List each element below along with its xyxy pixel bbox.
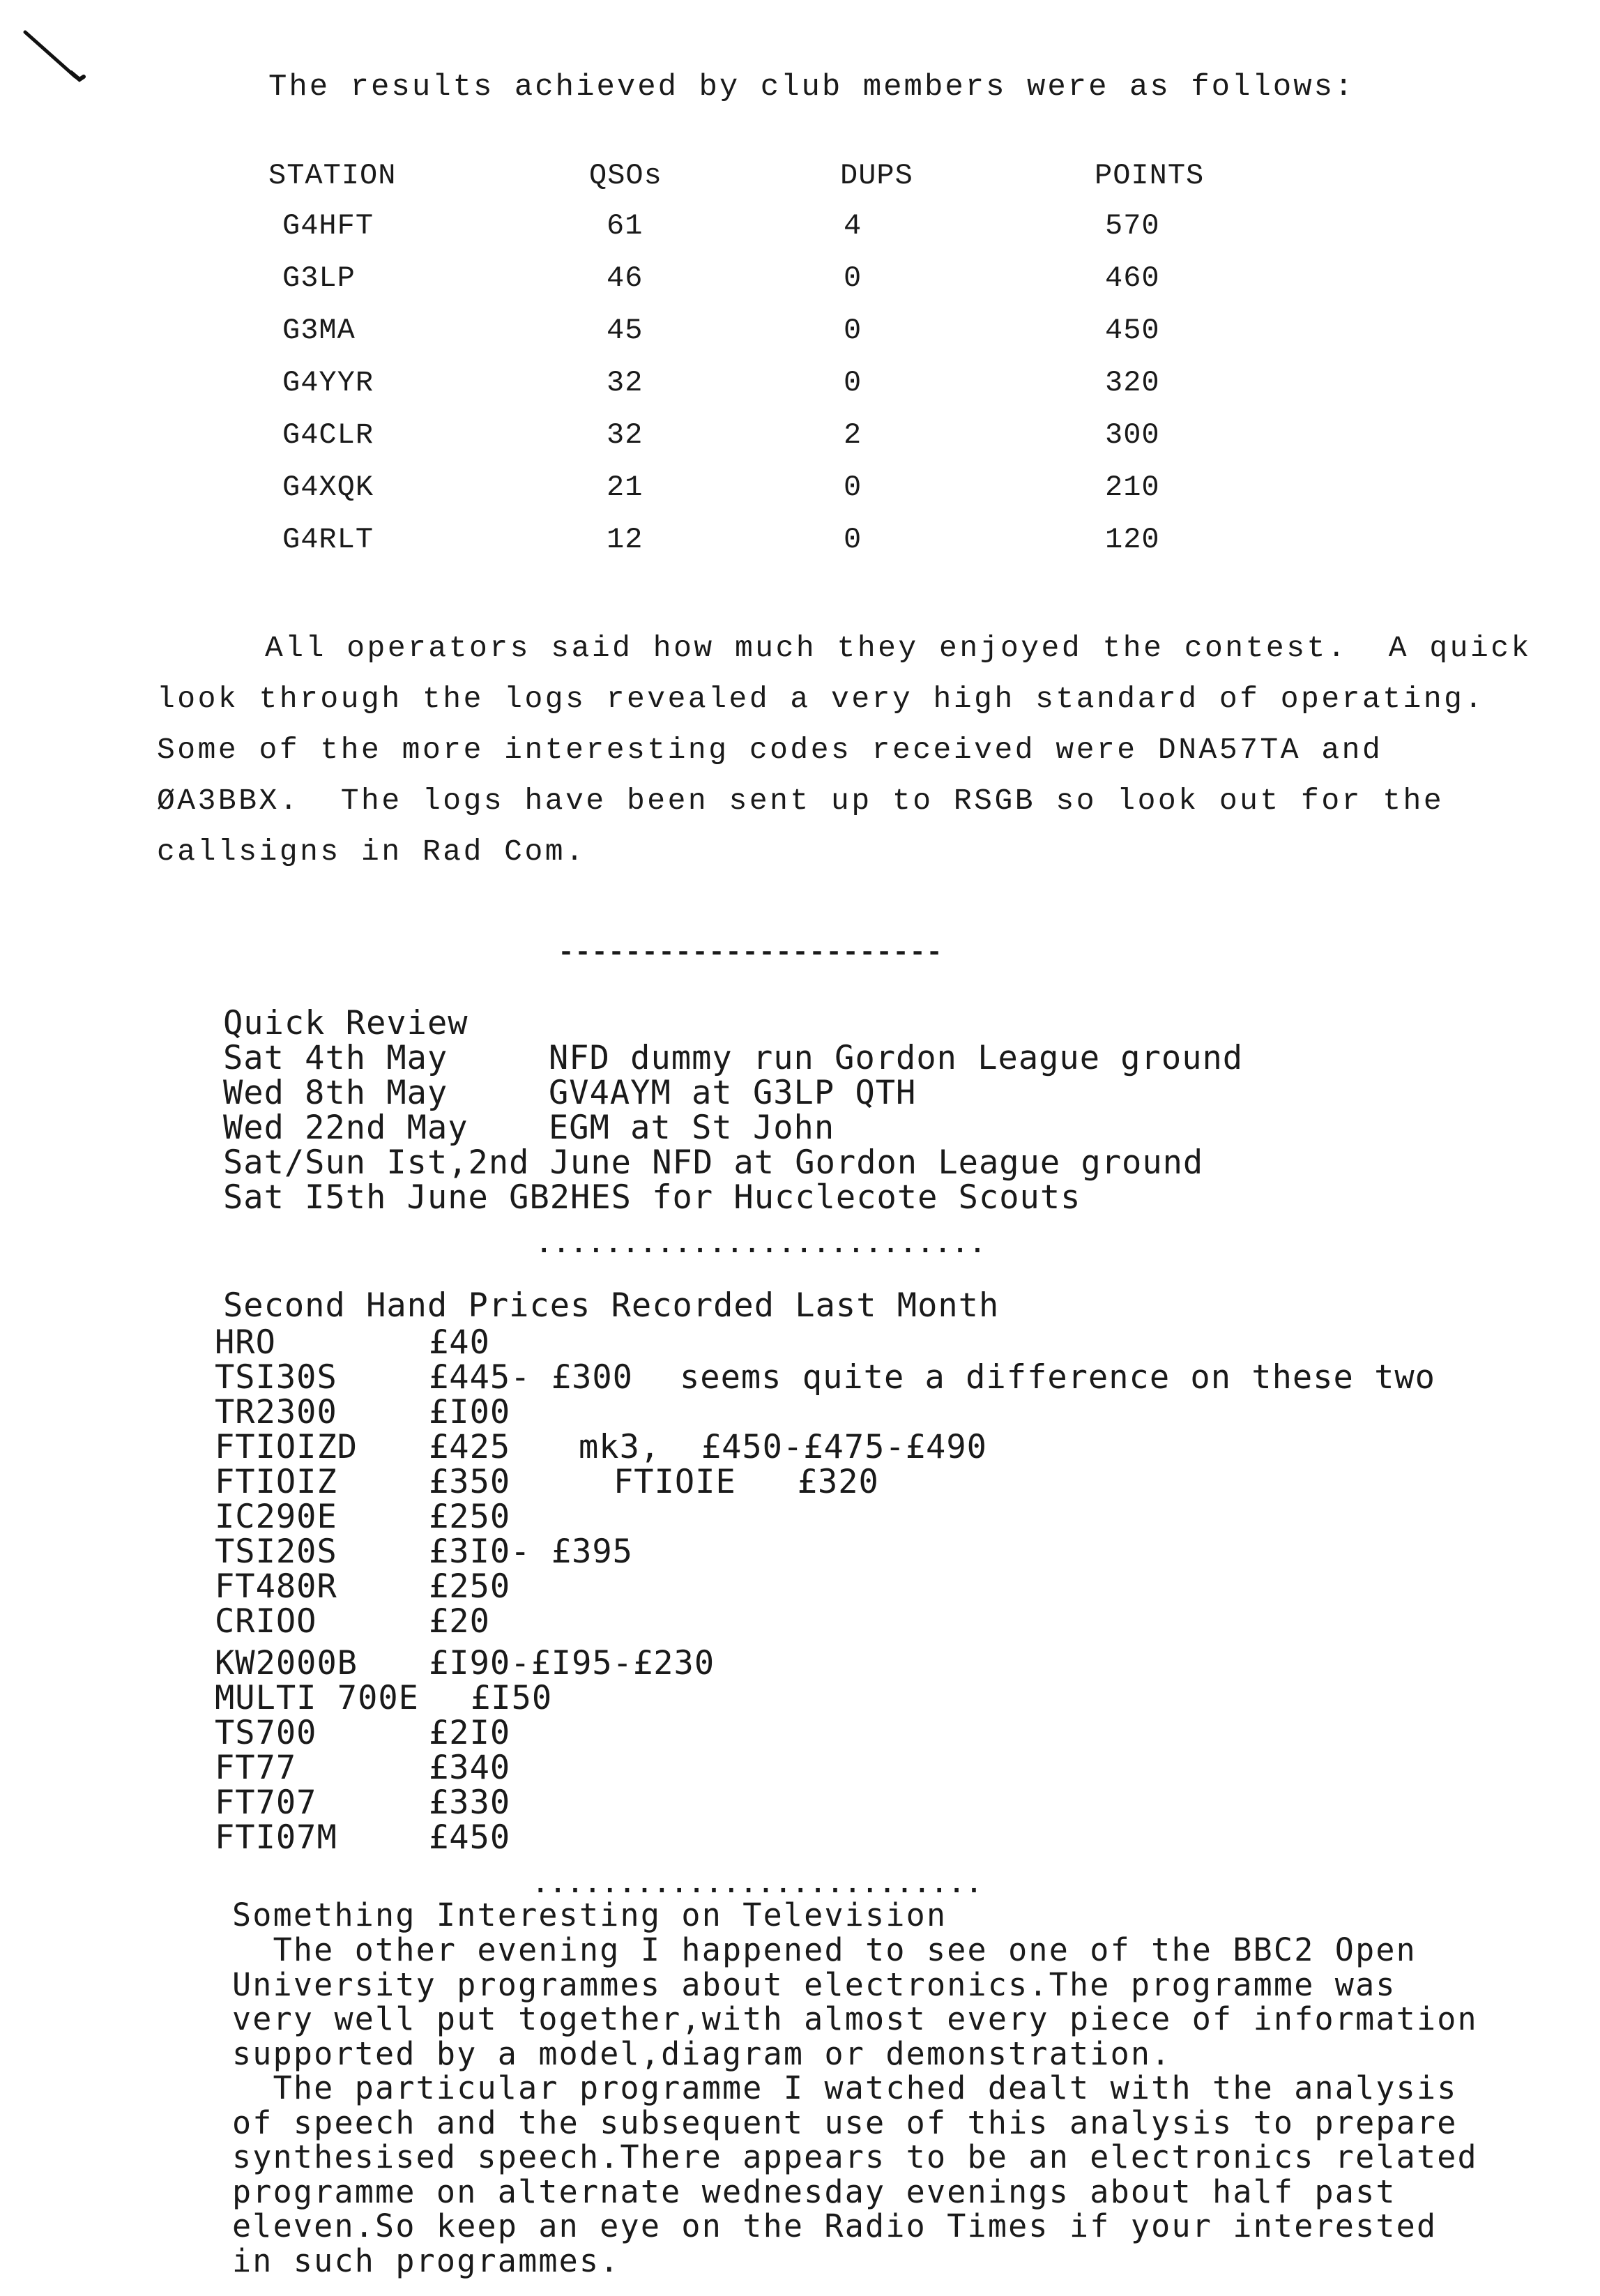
price-model: FT480R [215, 1567, 337, 1606]
paragraph-line: look through the logs revealed a very high standard of operating. [157, 682, 1485, 716]
cell-station: G4HFT [282, 209, 374, 243]
tv-article-line: of speech and the subsequent use of this analysis to prepare [232, 2104, 1458, 2141]
cell-dups: 0 [844, 314, 862, 347]
price-model: IC290E [215, 1498, 337, 1536]
review-event: GV4AYM at G3LP QTH [549, 1074, 917, 1112]
price-value: £40 [429, 1323, 490, 1362]
price-model: TR2300 [215, 1393, 337, 1431]
cell-points: 570 [1105, 209, 1160, 243]
tv-article-line: supported by a model,diagram or demonstration. [232, 2035, 1172, 2072]
table-row [0, 366, 1600, 415]
price-value: £450 [429, 1818, 511, 1857]
price-value: £I00 [429, 1393, 511, 1431]
price-value: £425 [429, 1428, 511, 1466]
quick-review-title: Quick Review [223, 1004, 468, 1042]
price-model: CRIOO [215, 1602, 317, 1641]
corner-pen-mark [21, 28, 98, 84]
cell-station: G3MA [282, 314, 356, 347]
price-model: FTI07M [215, 1818, 337, 1857]
review-date: Wed 22nd May [223, 1109, 468, 1147]
table-row [0, 418, 1600, 467]
price-note: seems quite a difference on these two [680, 1358, 1435, 1397]
cell-dups: 2 [844, 418, 862, 452]
cell-station: G3LP [282, 261, 356, 295]
cell-qsos: 32 [607, 418, 643, 452]
price-model: FTIOIZ [215, 1463, 337, 1501]
cell-points: 300 [1105, 418, 1160, 452]
cell-points: 450 [1105, 314, 1160, 347]
cell-qsos: 46 [607, 261, 643, 295]
price-value: £I50 [471, 1679, 553, 1717]
cell-qsos: 21 [607, 471, 643, 504]
cell-station: G4RLT [282, 523, 374, 556]
price-value: £350 [429, 1463, 511, 1501]
price-model: FTIOIZD [215, 1428, 358, 1466]
cell-dups: 0 [844, 261, 862, 295]
tv-article-line: The particular programme I watched dealt with the analysis [232, 2069, 1458, 2106]
header-station: STATION [268, 159, 397, 192]
review-date: Wed 8th May [223, 1074, 448, 1112]
cell-dups: 4 [844, 209, 862, 243]
price-value: £I90-£I95-£230 [429, 1644, 715, 1682]
cell-points: 120 [1105, 523, 1160, 556]
review-event: NFD dummy run Gordon League ground [549, 1039, 1244, 1077]
cell-station: G4XQK [282, 471, 374, 504]
prices-title: Second Hand Prices Recorded Last Month [223, 1286, 1000, 1325]
tv-article-line: synthesised speech.There appears to be an electronics related [232, 2138, 1478, 2175]
separator-dashes: ----------------------- [558, 938, 943, 969]
paragraph-line: Some of the more interesting codes received were DNA57TA and [157, 733, 1383, 767]
review-line: Sat/Sun Ist,2nd June NFD at Gordon League ground [223, 1143, 1204, 1182]
paragraph-line: callsigns in Rad Com. [157, 835, 586, 869]
tv-article-line: University programmes about electronics.The programme was [232, 1966, 1396, 2003]
header-points: POINTS [1095, 159, 1205, 192]
price-model: KW2000B [215, 1644, 358, 1682]
review-date: Sat 4th May [223, 1039, 448, 1077]
paragraph-line: All operators said how much they enjoyed the contest. A quick [265, 631, 1532, 665]
review-line: Sat I5th June GB2HES for Hucclecote Scouts [223, 1178, 1081, 1217]
price-model: FT707 [215, 1784, 317, 1822]
table-row [0, 523, 1600, 572]
table-row [0, 261, 1600, 310]
header-dups: DUPS [840, 159, 913, 192]
cell-dups: 0 [844, 471, 862, 504]
separator-dots: .......................... [533, 1871, 984, 1899]
cell-station: G4CLR [282, 418, 374, 452]
price-value: £330 [429, 1784, 511, 1822]
paragraph-line: ØA3BBX. The logs have been sent up to RSGB so look out for the [157, 784, 1445, 818]
price-value: £445- £300 [429, 1358, 633, 1397]
tv-article-line: eleven.So keep an eye on the Radio Times if your interested [232, 2207, 1438, 2244]
price-value: £20 [429, 1602, 490, 1641]
cell-dups: 0 [844, 523, 862, 556]
cell-qsos: 61 [607, 209, 643, 243]
tv-article-line: programme on alternate wednesday evenings about half past [232, 2173, 1396, 2210]
table-row [0, 209, 1600, 258]
cell-qsos: 12 [607, 523, 643, 556]
table-row [0, 314, 1600, 363]
table-header [0, 159, 1600, 208]
price-model: TSI30S [215, 1358, 337, 1397]
price-value: £2I0 [429, 1714, 511, 1752]
table-row [0, 471, 1600, 519]
review-event: EGM at St John [549, 1109, 835, 1147]
intro-text: The results achieved by club members were as follows: [268, 70, 1355, 105]
price-value: £250 [429, 1567, 511, 1606]
cell-dups: 0 [844, 366, 862, 400]
price-note: mk3, £450-£475-£490 [579, 1428, 987, 1466]
tv-article-line: very well put together,with almost every piece of information [232, 2000, 1478, 2037]
cell-qsos: 32 [607, 366, 643, 400]
tv-article-title: Something Interesting on Television [232, 1896, 947, 1933]
price-model: HRO [215, 1323, 276, 1362]
tv-article-line: The other evening I happened to see one of the BBC2 Open [232, 1931, 1417, 1968]
price-value: £250 [429, 1498, 511, 1536]
cell-points: 460 [1105, 261, 1160, 295]
cell-station: G4YYR [282, 366, 374, 400]
price-model: TSI20S [215, 1533, 337, 1571]
price-model: TS700 [215, 1714, 317, 1752]
cell-points: 320 [1105, 366, 1160, 400]
tv-article-line: in such programmes. [232, 2242, 620, 2279]
price-model: FT77 [215, 1749, 297, 1787]
cell-qsos: 45 [607, 314, 643, 347]
cell-points: 210 [1105, 471, 1160, 504]
price-note: FTIOIE £320 [614, 1463, 879, 1501]
price-value: £3I0- £395 [429, 1533, 633, 1571]
price-value: £340 [429, 1749, 511, 1787]
separator-dots: .......................... [537, 1231, 988, 1259]
header-qsos: QSOs [589, 159, 662, 192]
price-model: MULTI 700E [215, 1679, 419, 1717]
